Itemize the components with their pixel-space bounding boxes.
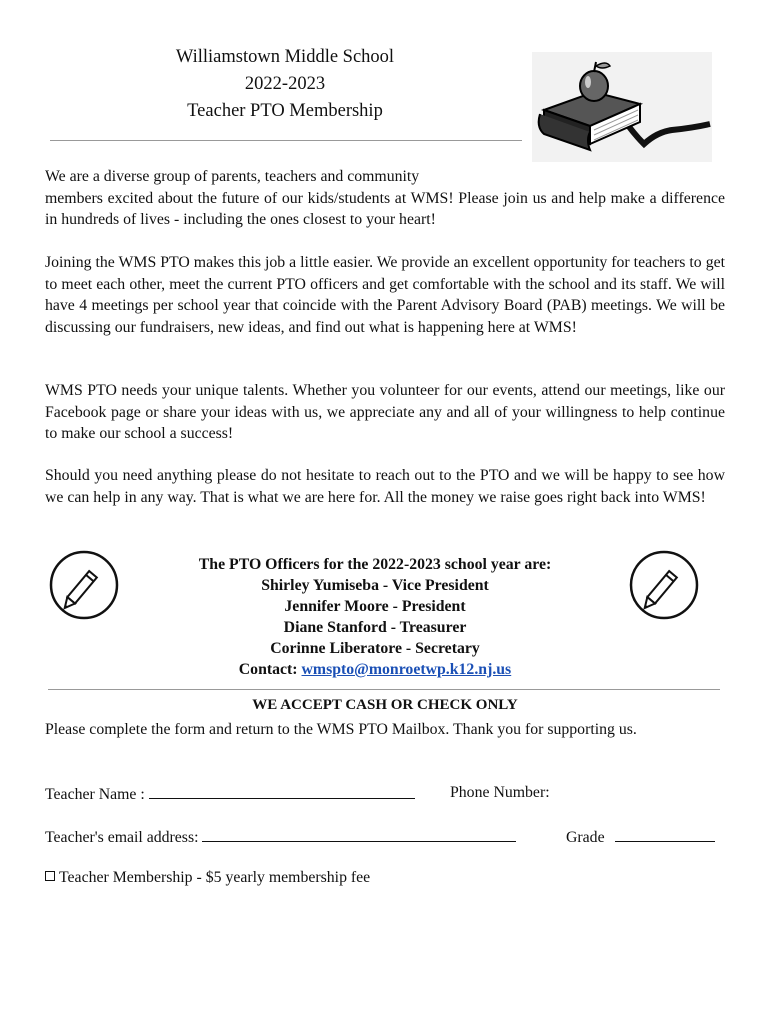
email-label: Teacher's email address: xyxy=(45,829,199,846)
membership-checkbox[interactable] xyxy=(45,871,55,881)
contact-email-link[interactable]: wmspto@monroetwp.k12.nj.us xyxy=(301,661,512,678)
contact-line xyxy=(150,659,600,680)
officer-treasurer: Diane Stanford - Treasurer xyxy=(283,619,467,636)
intro-line-1: We are a diverse group of parents, teachers and community xyxy=(45,168,420,185)
phone-label: Phone Number: xyxy=(450,784,550,801)
officer-vice-president: Shirley Yumiseba - Vice President xyxy=(261,577,489,594)
teacher-name-field xyxy=(45,784,415,804)
school-year: 2022-2023 xyxy=(244,74,326,94)
intro-line-rest: members excited about the future of our kids/students at WMS! Please join us and help make a difference in hundreds of lives - including the ones closest to your heart! xyxy=(45,189,725,228)
email-field xyxy=(45,827,516,847)
teacher-name-input[interactable] xyxy=(149,784,415,799)
contact-label: Contact: xyxy=(238,661,298,678)
email-input[interactable] xyxy=(202,827,516,842)
school-name: Williamstown Middle School xyxy=(175,47,395,67)
phone-field xyxy=(450,784,550,802)
contact-paragraph: Should you need anything please do not hesitate to reach out to the PTO and we will be happy to see how we can help in any way. That is what we are here for. All the money we raise goes right back into WMS! xyxy=(45,467,725,506)
document-header xyxy=(50,44,520,125)
intro-paragraph xyxy=(45,166,725,231)
teacher-name-label: Teacher Name : xyxy=(45,786,145,803)
pencil-circle-icon xyxy=(628,549,700,621)
joining-paragraph: Joining the WMS PTO makes this job a little easier. We provide an excellent opportunity for teachers to get to meet each other, meet the current PTO officers and get comfortable with the school and its staff. We will have 4 meetings per school year that coincide with the Parent Advisory Board (PAB) meetings. We will be discussing our fundraisers, new ideas, and find out what is happening here at WMS! xyxy=(45,254,725,336)
officers-heading: The PTO Officers for the 2022-2023 school year are: xyxy=(198,556,552,573)
membership-label: Teacher Membership - $5 yearly membership fee xyxy=(59,869,371,886)
grade-field xyxy=(566,827,715,847)
form-instructions: Please complete the form and return to the WMS PTO Mailbox. Thank you for supporting us. xyxy=(45,721,637,738)
payment-notice: WE ACCEPT CASH OR CHECK ONLY xyxy=(252,697,518,713)
form-divider xyxy=(48,689,720,690)
talents-paragraph: WMS PTO needs your unique talents. Whether you volunteer for our events, attend our meetings, like our Facebook page or share your ideas with us, we appreciate any and all of your willingness to help continue to make our school a success! xyxy=(45,382,725,442)
document-title: Teacher PTO Membership xyxy=(187,101,383,121)
pencil-circle-icon xyxy=(48,549,120,621)
membership-option[interactable] xyxy=(45,869,370,887)
officer-secretary: Corinne Liberatore - Secretary xyxy=(270,640,480,657)
grade-label: Grade xyxy=(566,829,605,846)
officers-block xyxy=(150,554,600,680)
book-with-apple-icon xyxy=(532,52,712,162)
officer-president: Jennifer Moore - President xyxy=(284,598,466,615)
grade-input[interactable] xyxy=(615,827,715,842)
header-divider xyxy=(50,140,522,141)
